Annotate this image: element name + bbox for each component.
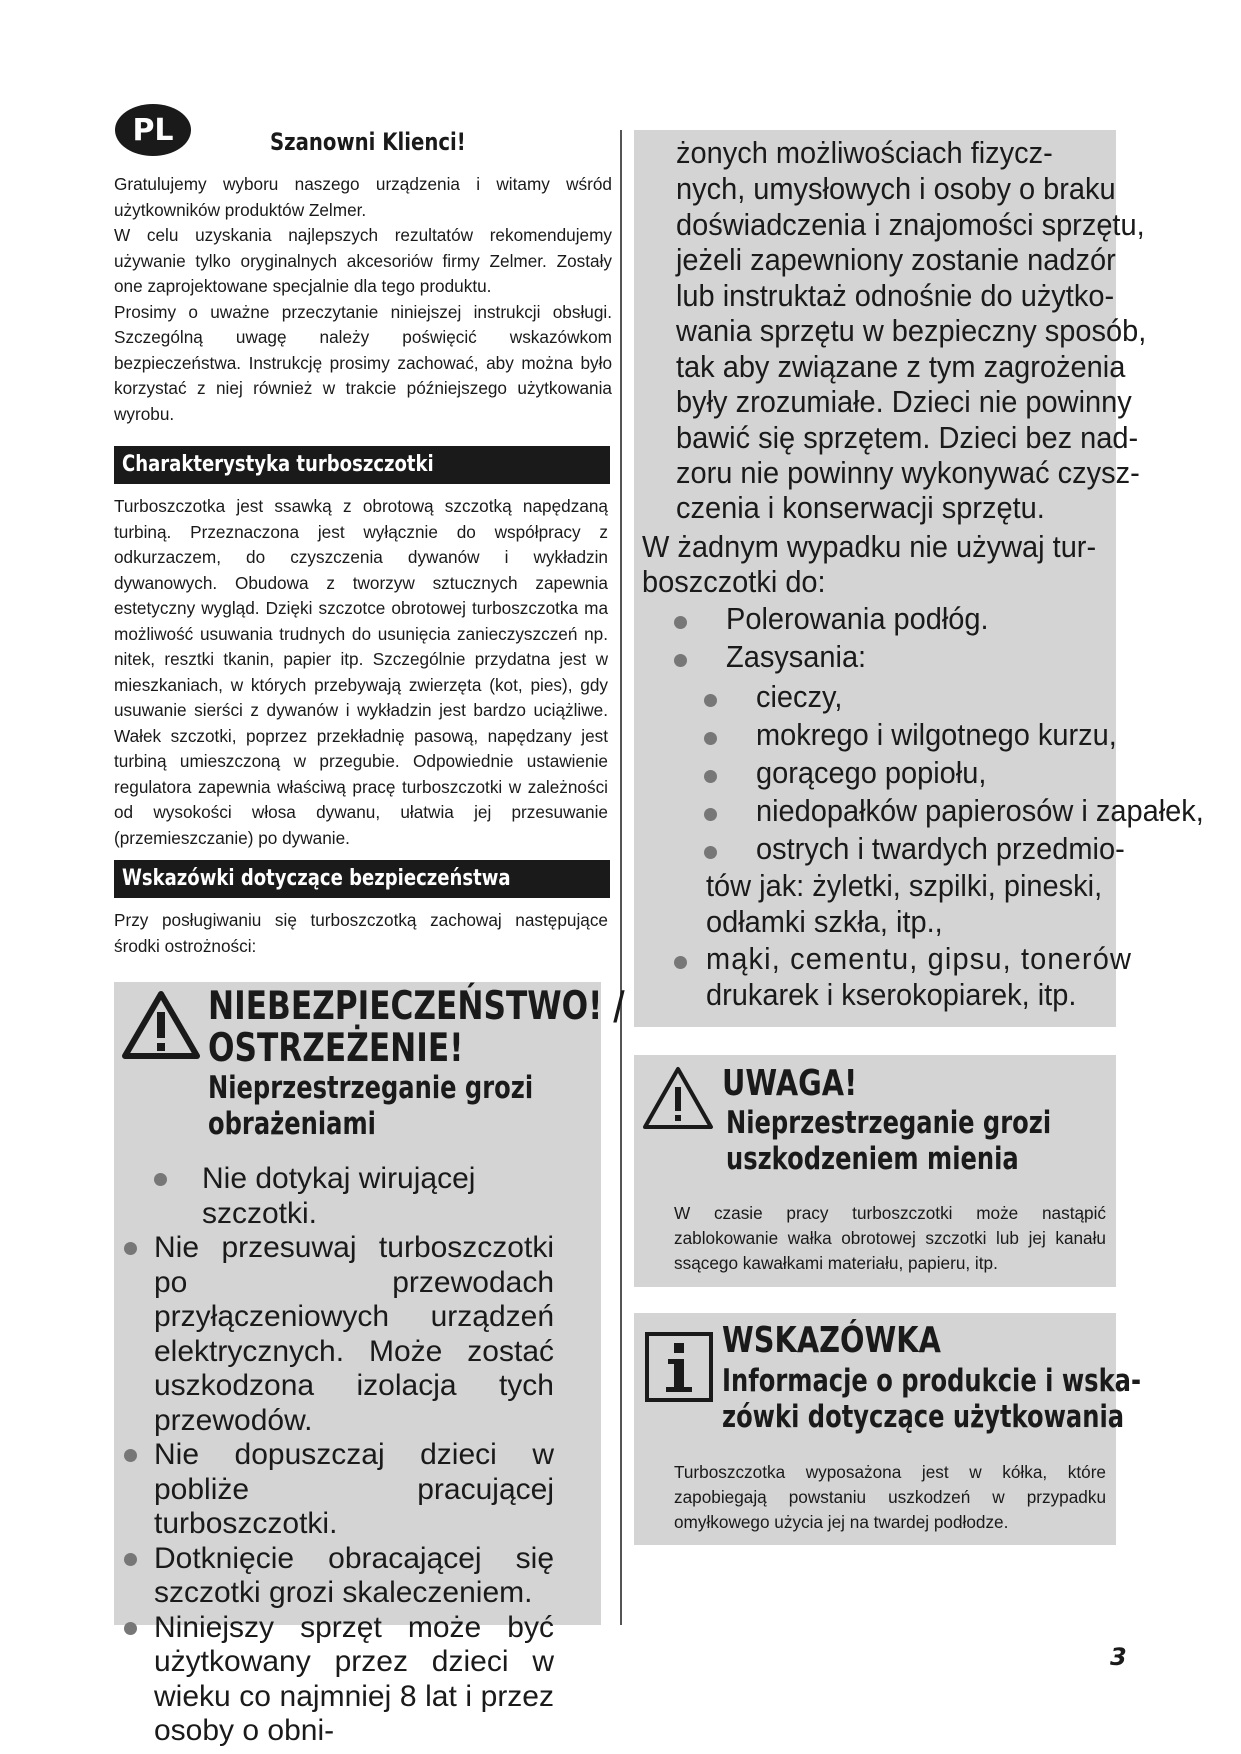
info-text: Turboszczotka wyposażona jest w kółka, które zapobiegają powstaniu uszkodzeń w przypadku omyłkowego użycia jej na twardej podłodze.	[674, 1462, 1106, 1532]
caution-box	[634, 1055, 1116, 1287]
intro-paragraph-2: W celu uzyskania najlepszych rezultatów rekomendujemy używanie tylko oryginalnych akcesoriów firmy Zelmer. Zostały one zaprojektowane specjalnie dla tego produktu.	[114, 225, 612, 296]
never-use-line2: boszczotki do:	[642, 565, 826, 599]
continued-line: były zrozumiałe. Dzieci nie powinny	[676, 385, 1132, 419]
bullet-icon	[704, 732, 717, 745]
never-subitem: mokrego i wilgotnego kurzu,	[756, 718, 1117, 752]
bullet-icon	[704, 694, 717, 707]
danger-subtitle-line1: Nieprzestrzeganie grozi	[208, 1070, 534, 1106]
bullet-icon	[704, 808, 717, 821]
danger-title-line1: NIEBEZPIECZEŃSTWO! /	[208, 984, 625, 1029]
section-title: Charakterystyka turboszczotki	[122, 452, 434, 477]
continued-line: lub instruktaż odnośnie do użytko-	[676, 279, 1115, 313]
list-item	[114, 1162, 592, 1231]
column-divider	[620, 130, 622, 1625]
list-item	[114, 1611, 554, 1749]
intro-paragraph-3: Prosimy o uważne przeczytanie niniejszej instrukcji obsługi. Szczególną uwagę należy poświęcić wskazówkom bezpieczeństwa. Instrukcję prosimy zachować, aby można było korzystać z niej również w trakcie późniejszego użytkowania wyrobu.	[114, 301, 612, 424]
bullet-icon	[674, 654, 687, 667]
warning-triangle-icon	[642, 1065, 714, 1131]
warning-triangle-icon	[122, 990, 200, 1060]
continued-line: bawić się sprzętem. Dzieci bez nad-	[676, 421, 1139, 455]
list-item-text: Nie dopuszczaj dzieci w pobliże pracującej turboszczotki.	[154, 1438, 554, 1540]
safety-intro-text: Przy posługiwaniu się turboszczotką zachowaj następujące środki ostrożności:	[114, 910, 608, 956]
never-subitem: gorącego popiołu,	[756, 756, 987, 790]
continued-line: czenia i konserwacji sprzętu.	[676, 491, 1045, 525]
info-icon	[644, 1331, 714, 1403]
continued-warning-box	[634, 130, 1204, 1027]
never-subitem: cieczy,	[756, 680, 843, 714]
section-title: Wskazówki dotyczące bezpieczeństwa	[122, 866, 511, 891]
info-box	[634, 1313, 1142, 1545]
intro-paragraph-1: Gratulujemy wyboru naszego urządzenia i witamy wśród użytkowników produktów Zelmer.	[114, 174, 612, 220]
danger-warning-box	[114, 982, 625, 1747]
danger-subtitle-line2: obrażeniami	[208, 1106, 376, 1142]
never-subitem: ostrych i twardych przedmio-	[756, 832, 1125, 866]
caution-subtitle-line2: uszkodzeniem mienia	[726, 1141, 1019, 1177]
continued-line: wania sprzętu w bezpieczny sposób,	[676, 314, 1147, 348]
list-item-text: Nie dotykaj wirującej szczotki.	[202, 1162, 476, 1230]
bullet-icon	[124, 1553, 137, 1566]
danger-list	[114, 1162, 601, 1749]
never-subitem-cont: tów jak: żyletki, szpilki, pineski,	[706, 869, 1103, 903]
info-subtitle-line2: zówki dotyczące użytkowania	[722, 1399, 1125, 1435]
bullet-icon	[124, 1622, 137, 1635]
bullet-icon	[704, 770, 717, 783]
danger-title-line2: OSTRZEŻENIE!	[208, 1026, 464, 1071]
continued-line: doświadczenia i znajomości sprzętu,	[676, 208, 1145, 242]
never-use-line1: W żadnym wypadku nie używaj tur-	[642, 530, 1097, 564]
characteristics-text: Turboszczotka jest ssawką z obrotową szczotką napędzaną turbiną. Przeznaczona jest wyłącznie do współpracy z odkurzaczem, do czyszczenia dywanów i wykładzin dywanowych. Obudowa z tworzyw sztucznych zapewnia estetyczny wygląd. Dzięki szczotce obrotowej turboszczotka ma możliwość usuwania trudnych do usunięcia zanieczyszczeń np. nitek, resztki tkanin, papier itp. Szczególnie przydatna jest w mieszkaniach, w których przebywają zwierzęta (kot, pies), gdy usuwanie sierści z dywanów i wykładzin jest bardzo uciążliwe. Wałek szczotki, poprzez przekładnię pasową, napędzany jest turbiną umieszczoną w przegubie. Odpowiednie ustawienie regulatora zapewnia właściwą pracę turboszczotki w zależności od wysokości włosa dywanu, ułatwia jej przesuwanie (przemieszczanie) po dywanie.	[114, 496, 608, 848]
bullet-icon	[124, 1242, 137, 1255]
continued-line: żonych możliwościach fizycz-	[676, 136, 1053, 170]
caution-title: UWAGA!	[722, 1063, 858, 1104]
bullet-icon	[124, 1449, 137, 1462]
list-item-text: Dotknięcie obracającej się szczotki grozi skaleczeniem.	[154, 1541, 554, 1609]
caution-subtitle-line1: Nieprzestrzeganie grozi	[726, 1105, 1052, 1141]
never-subitem-cont: odłamki szkła, itp.,	[706, 905, 943, 939]
continued-line: tak aby związane z tym zagrożenia	[676, 350, 1126, 384]
bullet-icon	[154, 1173, 167, 1186]
list-item	[114, 1542, 554, 1611]
list-item-text: Nie przesuwaj turboszczotki po przewodach przyłączeniowych urządzeń elektrycznych. Może zostać uszkodzona izolacja tych przewodów.	[154, 1231, 554, 1437]
list-item	[114, 1438, 554, 1542]
caution-text: W czasie pracy turboszczotki może nastąpić zablokowanie wałka obrotowej szczotki lub jej kanału ssącego kawałkami materiału, papieru, itp.	[674, 1203, 1106, 1273]
language-badge: PL	[115, 104, 191, 156]
list-item-text: Niniejszy sprzęt może być użytkowany przez dzieci w wieku co najmniej 8 lat i przez osoby o obni-	[154, 1610, 554, 1747]
greeting-heading: Szanowni Klienci!	[270, 128, 466, 156]
bullet-icon	[674, 956, 687, 969]
continued-line: zoru nie powinny wykonywać czysz-	[676, 456, 1140, 490]
never-item: Zasysania:	[726, 640, 867, 674]
never-subitem: mąki, cementu, gipsu, tonerów	[706, 942, 1133, 976]
list-item	[114, 1231, 554, 1438]
never-item: Polerowania podłóg.	[726, 602, 989, 636]
intro-block	[114, 172, 612, 427]
info-title: WSKAZÓWKA	[722, 1320, 941, 1361]
never-subitem: niedopałków papierosów i zapałek,	[756, 794, 1204, 828]
section-header-characteristics	[114, 446, 610, 484]
continued-line: jeżeli zapewniony zostanie nadzór	[676, 243, 1116, 277]
bullet-icon	[704, 846, 717, 859]
never-subitem-cont: drukarek i kserokopiarek, itp.	[706, 978, 1077, 1012]
bullet-icon	[674, 616, 687, 629]
section-header-safety	[114, 860, 610, 898]
continued-line: nych, umysłowych i osoby o braku	[676, 172, 1116, 206]
info-subtitle-line1: Informacje o produkcie i wska-	[722, 1363, 1142, 1399]
page-number: 3	[1110, 1643, 1127, 1671]
